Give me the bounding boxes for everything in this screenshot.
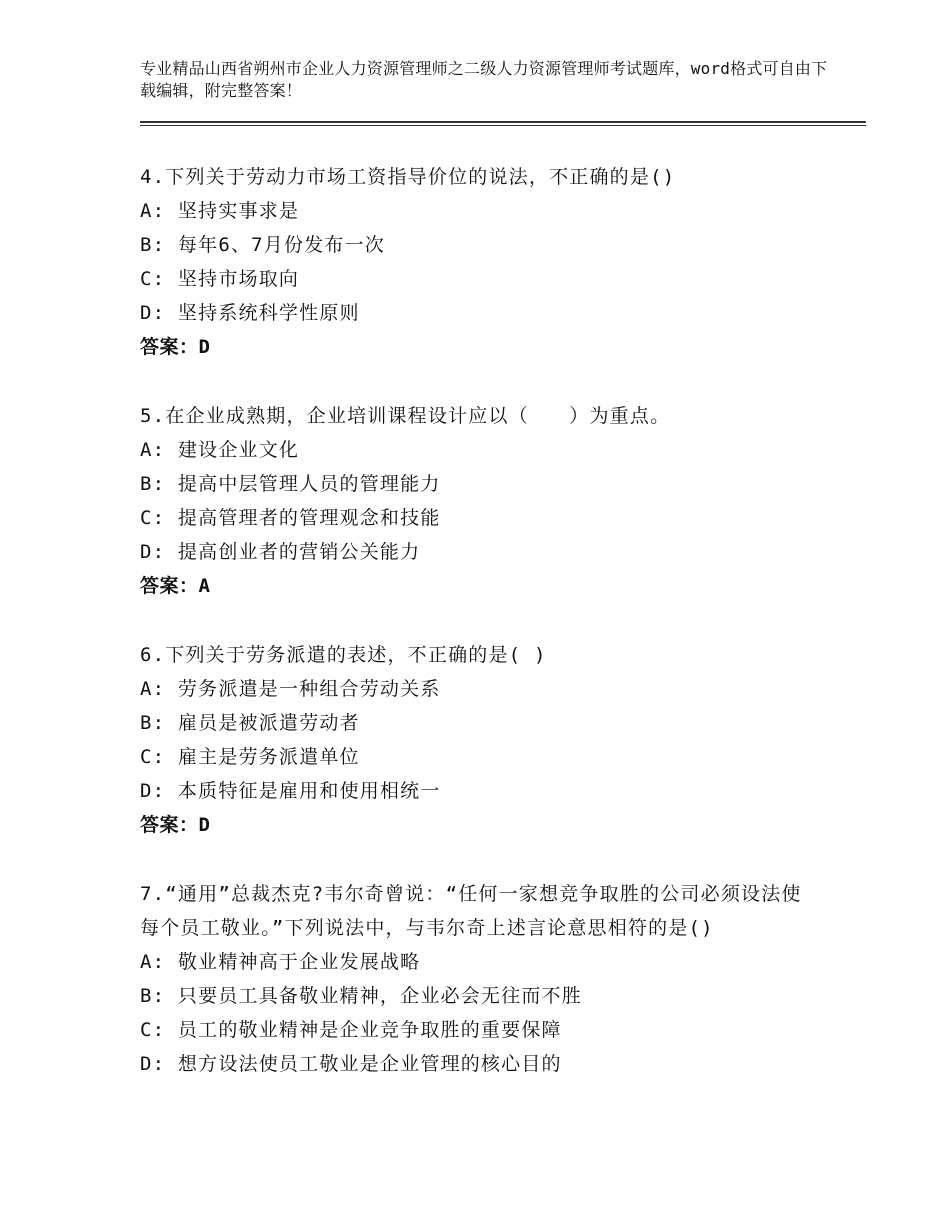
- answer: 答案：D: [140, 336, 211, 358]
- option-c: C: 雇主是劳务派遣单位: [140, 746, 360, 768]
- answer: 答案：A: [140, 575, 211, 597]
- option-b: B: 雇员是被派遣劳动者: [140, 712, 360, 734]
- question-5: [140, 399, 820, 603]
- option-b: B: 提高中层管理人员的管理能力: [140, 473, 441, 495]
- question-stem: 6.下列关于劳务派遣的表述，不正确的是( ): [140, 644, 547, 666]
- question-stem: 4.下列关于劳动力市场工资指导价位的说法，不正确的是(): [140, 166, 676, 188]
- option-a: A: 敬业精神高于企业发展战略: [140, 951, 421, 973]
- header-divider: [140, 121, 866, 123]
- question-7: [140, 877, 820, 1081]
- question-stem: 5.在企业成熟期，企业培训课程设计应以（ ）为重点。: [140, 405, 671, 427]
- option-b: B: 只要员工具备敬业精神，企业必会无往而不胜: [140, 985, 582, 1007]
- question-stem: 7.“通用”总裁杰克?韦尔奇曾说：“任何一家想竞争取胜的公司必须设法使每个员工敬业。”下列说法中，与韦尔奇上述言论意思相符的是(): [140, 883, 802, 939]
- answer: 答案：D: [140, 814, 211, 836]
- option-a: A: 建设企业文化: [140, 439, 300, 461]
- option-d: D: 想方设法使员工敬业是企业管理的核心目的: [140, 1053, 562, 1075]
- question-6: [140, 638, 820, 842]
- option-d: D: 提高创业者的营销公关能力: [140, 541, 421, 563]
- question-4: [140, 160, 820, 364]
- option-c: C: 提高管理者的管理观念和技能: [140, 507, 441, 529]
- option-a: A: 劳务派遣是一种组合劳动关系: [140, 678, 441, 700]
- option-c: C: 员工的敬业精神是企业竞争取胜的重要保障: [140, 1019, 562, 1041]
- header-divider-thin: [140, 125, 866, 126]
- option-c: C: 坚持市场取向: [140, 268, 300, 290]
- document-header: 专业精品山西省朔州市企业人力资源管理师之二级人力资源管理师考试题库，word格式可自由下载编辑，附完整答案！: [140, 59, 828, 100]
- option-d: D: 坚持系统科学性原则: [140, 302, 360, 324]
- option-d: D: 本质特征是雇用和使用相统一: [140, 780, 441, 802]
- option-a: A: 坚持实事求是: [140, 200, 300, 222]
- option-b: B: 每年6、7月份发布一次: [140, 234, 385, 256]
